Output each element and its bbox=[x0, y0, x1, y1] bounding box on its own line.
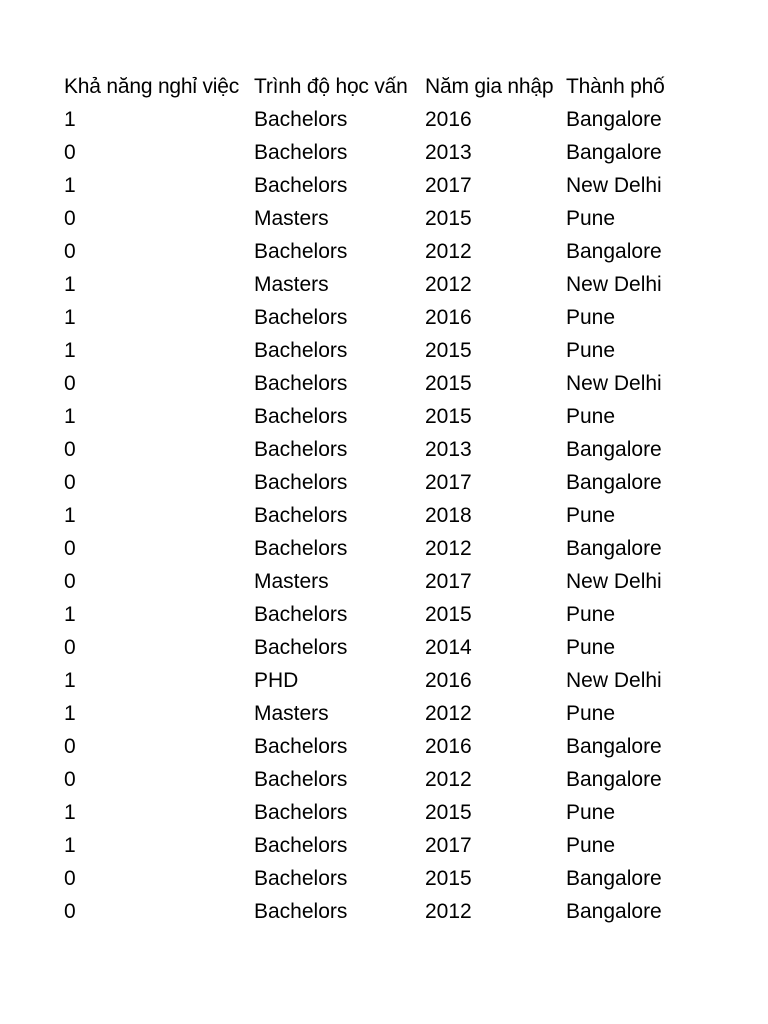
table-row bbox=[64, 268, 704, 301]
cell-attrition: 1 bbox=[64, 603, 76, 626]
cell-city: Bangalore bbox=[566, 240, 662, 263]
cell-education: Bachelors bbox=[254, 306, 348, 329]
table-row bbox=[64, 202, 704, 235]
cell-attrition: 0 bbox=[64, 900, 76, 923]
cell-attrition: 0 bbox=[64, 372, 76, 395]
cell-education: Bachelors bbox=[254, 504, 348, 527]
table-row bbox=[64, 235, 704, 268]
table-row bbox=[64, 466, 704, 499]
cell-joining-year: 2013 bbox=[425, 438, 472, 461]
cell-joining-year: 2013 bbox=[425, 141, 472, 164]
cell-education: Masters bbox=[254, 570, 329, 593]
cell-education: Bachelors bbox=[254, 471, 348, 494]
table-row bbox=[64, 169, 704, 202]
cell-city: Pune bbox=[566, 702, 616, 725]
cell-attrition: 0 bbox=[64, 735, 76, 758]
table-row bbox=[64, 103, 704, 136]
cell-city: New Delhi bbox=[566, 372, 662, 395]
cell-city: Pune bbox=[566, 603, 616, 626]
header-joining-year: Năm gia nhập bbox=[425, 75, 554, 98]
cell-city: Pune bbox=[566, 636, 616, 659]
cell-city: Bangalore bbox=[566, 867, 662, 890]
cell-city: Bangalore bbox=[566, 768, 662, 791]
cell-attrition: 0 bbox=[64, 867, 76, 890]
cell-attrition: 0 bbox=[64, 141, 76, 164]
header-attrition: Khả năng nghỉ việc bbox=[64, 75, 240, 98]
cell-city: Bangalore bbox=[566, 141, 662, 164]
cell-joining-year: 2015 bbox=[425, 867, 472, 890]
cell-education: Masters bbox=[254, 702, 329, 725]
cell-city: Bangalore bbox=[566, 471, 662, 494]
table-row bbox=[64, 763, 704, 796]
cell-education: Masters bbox=[254, 273, 329, 296]
cell-joining-year: 2017 bbox=[425, 471, 472, 494]
cell-attrition: 0 bbox=[64, 471, 76, 494]
cell-joining-year: 2018 bbox=[425, 504, 472, 527]
cell-joining-year: 2014 bbox=[425, 636, 472, 659]
cell-city: Bangalore bbox=[566, 108, 662, 131]
table-row bbox=[64, 598, 704, 631]
cell-joining-year: 2012 bbox=[425, 240, 472, 263]
header-city: Thành phố bbox=[566, 75, 665, 98]
cell-joining-year: 2017 bbox=[425, 174, 472, 197]
cell-education: Bachelors bbox=[254, 405, 348, 428]
cell-attrition: 1 bbox=[64, 405, 76, 428]
cell-education: Bachelors bbox=[254, 768, 348, 791]
cell-joining-year: 2015 bbox=[425, 339, 472, 362]
table-row bbox=[64, 829, 704, 862]
table-row bbox=[64, 862, 704, 895]
table-row bbox=[64, 301, 704, 334]
cell-city: Bangalore bbox=[566, 438, 662, 461]
cell-city: Bangalore bbox=[566, 537, 662, 560]
cell-attrition: 0 bbox=[64, 438, 76, 461]
table-row bbox=[64, 796, 704, 829]
cell-city: Pune bbox=[566, 207, 616, 230]
table-row bbox=[64, 730, 704, 763]
cell-attrition: 1 bbox=[64, 174, 76, 197]
cell-joining-year: 2017 bbox=[425, 570, 472, 593]
table-row bbox=[64, 895, 704, 928]
cell-attrition: 1 bbox=[64, 801, 76, 824]
cell-city: New Delhi bbox=[566, 570, 662, 593]
cell-joining-year: 2012 bbox=[425, 537, 472, 560]
table-row bbox=[64, 334, 704, 367]
cell-attrition: 1 bbox=[64, 702, 76, 725]
cell-attrition: 0 bbox=[64, 570, 76, 593]
cell-attrition: 1 bbox=[64, 339, 76, 362]
cell-city: Pune bbox=[566, 339, 616, 362]
cell-attrition: 1 bbox=[64, 273, 76, 296]
table-row bbox=[64, 697, 704, 730]
cell-joining-year: 2016 bbox=[425, 306, 472, 329]
cell-attrition: 0 bbox=[64, 537, 76, 560]
cell-attrition: 1 bbox=[64, 504, 76, 527]
table-row bbox=[64, 631, 704, 664]
cell-city: Pune bbox=[566, 405, 616, 428]
cell-education: Bachelors bbox=[254, 867, 348, 890]
cell-city: New Delhi bbox=[566, 273, 662, 296]
cell-joining-year: 2016 bbox=[425, 669, 472, 692]
cell-joining-year: 2017 bbox=[425, 834, 472, 857]
cell-education: Bachelors bbox=[254, 801, 348, 824]
cell-joining-year: 2015 bbox=[425, 372, 472, 395]
cell-education: Bachelors bbox=[254, 108, 348, 131]
table-row bbox=[64, 664, 704, 697]
cell-education: Bachelors bbox=[254, 240, 348, 263]
table-row bbox=[64, 367, 704, 400]
cell-education: Bachelors bbox=[254, 834, 348, 857]
cell-attrition: 1 bbox=[64, 834, 76, 857]
cell-joining-year: 2015 bbox=[425, 603, 472, 626]
cell-education: PHD bbox=[254, 669, 299, 692]
cell-city: Bangalore bbox=[566, 900, 662, 923]
cell-city: Bangalore bbox=[566, 735, 662, 758]
cell-education: Masters bbox=[254, 207, 329, 230]
cell-attrition: 0 bbox=[64, 768, 76, 791]
cell-education: Bachelors bbox=[254, 141, 348, 164]
cell-attrition: 0 bbox=[64, 636, 76, 659]
cell-attrition: 1 bbox=[64, 669, 76, 692]
header-education: Trình độ học vấn bbox=[254, 75, 408, 98]
cell-joining-year: 2012 bbox=[425, 768, 472, 791]
table-header-row bbox=[64, 70, 704, 103]
cell-joining-year: 2012 bbox=[425, 900, 472, 923]
cell-education: Bachelors bbox=[254, 636, 348, 659]
cell-city: New Delhi bbox=[566, 669, 662, 692]
cell-attrition: 1 bbox=[64, 108, 76, 131]
table-row bbox=[64, 532, 704, 565]
cell-education: Bachelors bbox=[254, 735, 348, 758]
cell-education: Bachelors bbox=[254, 372, 348, 395]
cell-attrition: 0 bbox=[64, 240, 76, 263]
data-table bbox=[64, 70, 704, 928]
cell-joining-year: 2015 bbox=[425, 405, 472, 428]
cell-education: Bachelors bbox=[254, 537, 348, 560]
cell-education: Bachelors bbox=[254, 900, 348, 923]
table-row bbox=[64, 400, 704, 433]
cell-city: Pune bbox=[566, 306, 616, 329]
cell-education: Bachelors bbox=[254, 438, 348, 461]
cell-education: Bachelors bbox=[254, 603, 348, 626]
cell-city: Pune bbox=[566, 504, 616, 527]
cell-joining-year: 2016 bbox=[425, 735, 472, 758]
cell-education: Bachelors bbox=[254, 339, 348, 362]
cell-city: Pune bbox=[566, 834, 616, 857]
cell-joining-year: 2016 bbox=[425, 108, 472, 131]
table-row bbox=[64, 499, 704, 532]
table-row bbox=[64, 433, 704, 466]
cell-joining-year: 2012 bbox=[425, 702, 472, 725]
cell-city: New Delhi bbox=[566, 174, 662, 197]
cell-joining-year: 2012 bbox=[425, 273, 472, 296]
cell-city: Pune bbox=[566, 801, 616, 824]
cell-education: Bachelors bbox=[254, 174, 348, 197]
table-row bbox=[64, 136, 704, 169]
cell-attrition: 1 bbox=[64, 306, 76, 329]
cell-joining-year: 2015 bbox=[425, 801, 472, 824]
table-row bbox=[64, 565, 704, 598]
table-body bbox=[64, 103, 704, 928]
cell-attrition: 0 bbox=[64, 207, 76, 230]
cell-joining-year: 2015 bbox=[425, 207, 472, 230]
